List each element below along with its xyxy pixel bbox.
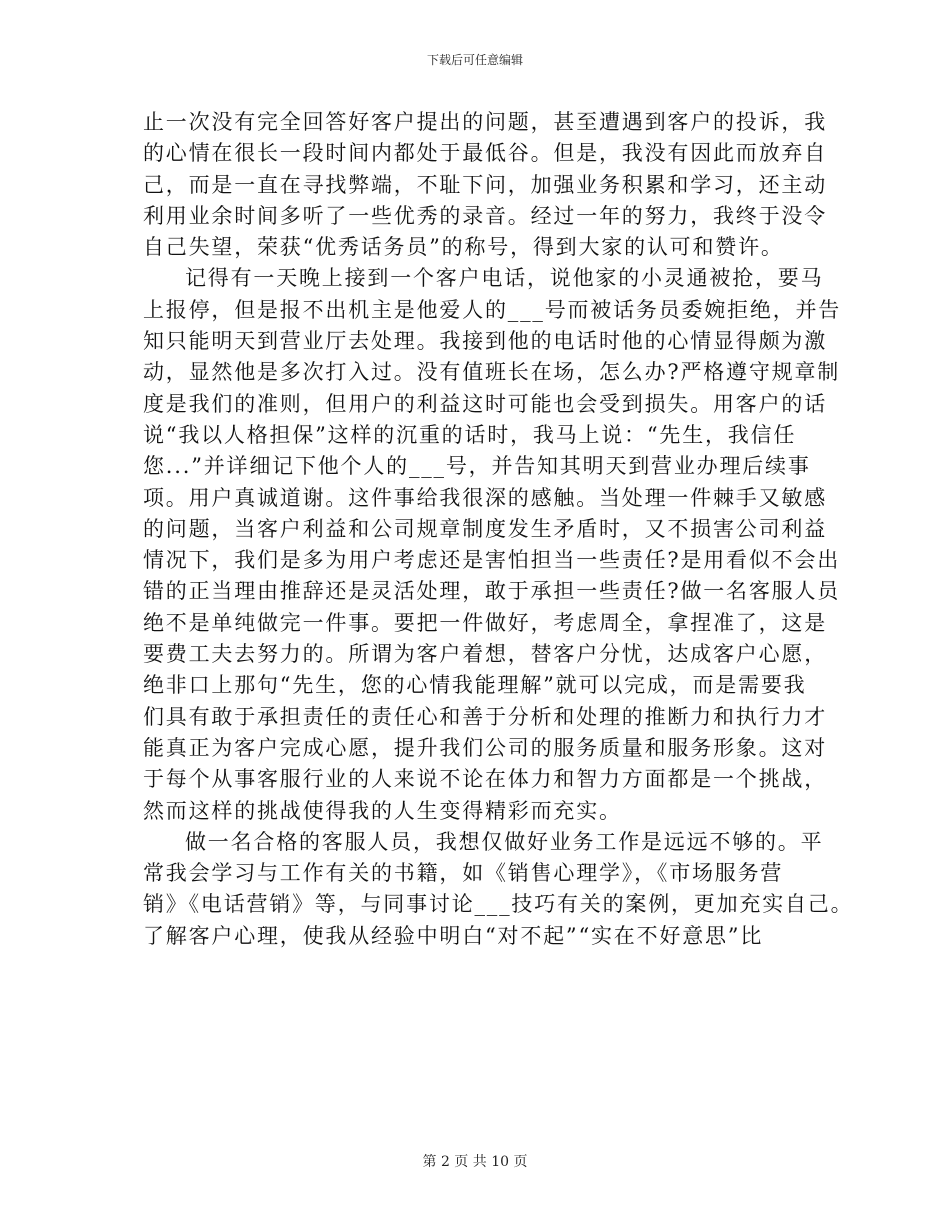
text-line: 项。用户真诚道谢。这件事给我很深的感触。当处理一件棘手又敏感: [143, 485, 827, 510]
text-line: 您...”并详细记下他个人的___号，并告知其明天到营业办理后续事: [143, 454, 811, 479]
paragraph-start-line: 做一名合格的客服人员，我想仅做好业务工作是远远不够的。平: [185, 829, 824, 854]
text-line: 绝非口上那句“先生，您的心情我能理解”就可以完成，而是需要我: [143, 673, 807, 698]
text-line: 的问题，当客户利益和公司规章制度发生矛盾时，又不损害公司利益: [143, 516, 827, 541]
page-footer: 第 2 页 共 10 页: [422, 1154, 528, 1170]
text-line: 常我会学习与工作有关的书籍，如《销售心理学》，《市场服务营: [143, 861, 784, 886]
text-line: 于每个从事客服行业的人来说不论在体力和智力方面都是一个挑战，: [143, 767, 827, 792]
text-line: 止一次没有完全回答好客户提出的问题，甚至遭遇到客户的投诉，我: [143, 110, 827, 134]
text-line: 情况下，我们是多为用户考虑还是害怕担当一些责任?是用看似不会出: [143, 548, 841, 573]
text-line: 绝不是单纯做完一件事。要把一件做好，考虑周全，拿捏准了，这是: [143, 610, 827, 635]
text-line: 然而这样的挑战使得我的人生变得精彩而充实。: [143, 798, 622, 823]
text-line: 销》《电话营销》等，与同事讨论___技巧有关的案例，更加充实自己。: [143, 892, 854, 917]
text-line: 知只能明天到营业厅去处理。我接到他的电话时他的心情显得颇为激: [143, 329, 827, 354]
text-line: 自己失望，荣获“优秀话务员”的称号，得到大家的认可和赞许。: [143, 235, 784, 260]
text-line: 利用业余时间多听了一些优秀的录音。经过一年的努力，我终于没令: [143, 203, 827, 228]
paragraph-start-line: 记得有一天晚上接到一个客户电话，说他家的小灵通被抢，要马: [185, 266, 824, 291]
text-line: 上报停，但是报不出机主是他爱人的___号而被话务员委婉拒绝，并告: [143, 297, 842, 322]
text-line: 了解客户心理，使我从经验中明白“对不起”“实在不好意思”比: [143, 923, 764, 948]
text-line: 要费工夫去努力的。所谓为客户着想，替客户分忧，达成客户心愿，: [143, 642, 827, 667]
text-line: 度是我们的准则，但用户的利益这时可能也会受到损失。用客户的话: [143, 391, 827, 416]
text-line: 说“我以人格担保”这样的沉重的话时，我马上说：“先生，我信任: [143, 422, 797, 447]
text-line: 动，显然他是多次打入过。没有值班长在场，怎么办?严格遵守规章制: [143, 360, 841, 385]
text-line: 的心情在很长一段时间内都处于最低谷。但是，我没有因此而放弃自: [143, 141, 827, 166]
text-line: 们具有敢于承担责任的责任心和善于分析和处理的推断力和执行力才: [143, 704, 827, 729]
text-line: 错的正当理由推辞还是灵活处理，敢于承担一些责任?做一名客服人员: [143, 579, 841, 604]
page-header: 下载后可任意编辑: [426, 53, 523, 67]
text-line: 己，而是一直在寻找弊端，不耻下问，加强业务积累和学习，还主动: [143, 172, 827, 197]
text-line: 能真正为客户完成心愿，提升我们公司的服务质量和服务形象。这对: [143, 735, 827, 760]
document-body: [143, 107, 854, 952]
